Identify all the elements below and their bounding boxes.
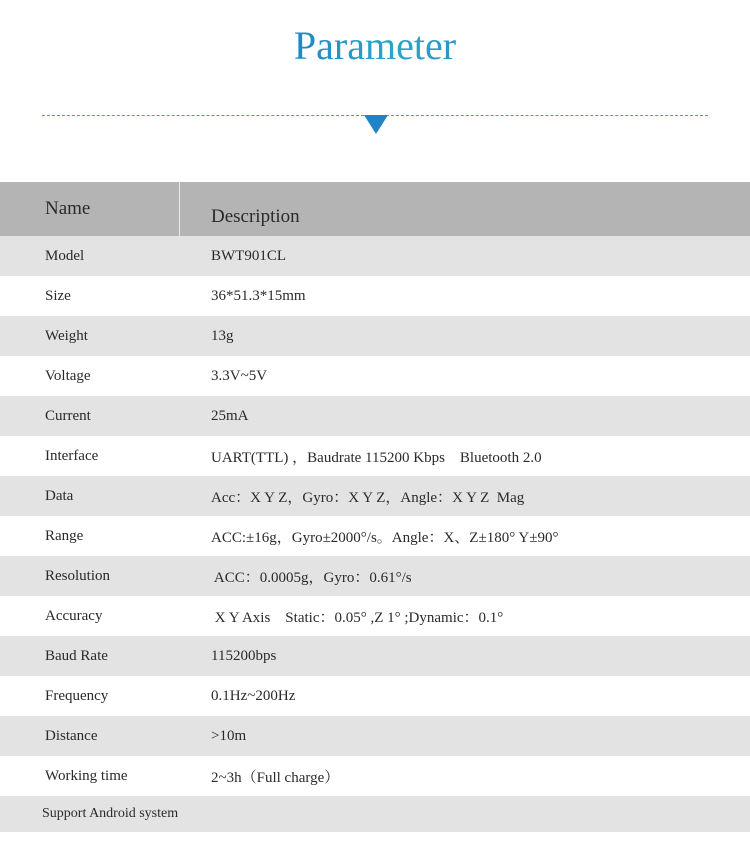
- table-row: [0, 716, 750, 756]
- param-name: Weight: [45, 327, 88, 344]
- table-row: [0, 436, 750, 476]
- parameter-table: [0, 182, 750, 832]
- table-row: [0, 756, 750, 796]
- table-row: [0, 516, 750, 556]
- param-description: 13g: [211, 327, 234, 344]
- param-description: ACC：0.0005g，Gyro：0.61°/s: [211, 569, 412, 586]
- param-description: Acc：X Y Z，Gyro：X Y Z，Angle：X Y Z Mag: [211, 489, 525, 506]
- table-row: [0, 476, 750, 516]
- param-name: Distance: [45, 727, 98, 744]
- param-description: ACC:±16g，Gyro±2000°/s。Angle：X、Z±180° Y±90°: [211, 529, 559, 546]
- param-description: 3.3V~5V: [211, 367, 268, 384]
- table-row: [0, 316, 750, 356]
- table-row: [0, 636, 750, 676]
- param-name: Interface: [45, 447, 99, 464]
- param-name: Baud Rate: [45, 647, 108, 664]
- table-row: [0, 676, 750, 716]
- param-description: UART(TTL) ，Baudrate 115200 Kbps Bluetooth 2.0: [211, 449, 542, 466]
- table-header-row: [0, 182, 750, 236]
- header-name-cell: Name: [45, 198, 91, 219]
- table-row: [0, 276, 750, 316]
- header-column-divider: [179, 182, 180, 236]
- param-name: Size: [45, 287, 71, 304]
- header-description-cell: Description: [211, 206, 300, 227]
- table-row: [0, 596, 750, 636]
- param-description: 115200bps: [211, 647, 277, 664]
- page-title-text: Parameter: [293, 23, 457, 68]
- param-name: Working time: [45, 767, 128, 784]
- param-name: Frequency: [45, 687, 109, 704]
- param-description: 0.1Hz~200Hz: [211, 687, 296, 704]
- param-description: >10m: [211, 727, 247, 744]
- param-name: Accuracy: [45, 607, 103, 624]
- param-description: 36*51.3*15mm: [211, 287, 306, 304]
- param-description: 2~3h（Full charge）: [211, 769, 340, 786]
- param-description: BWT901CL: [211, 247, 286, 264]
- param-description: X Y Axis Static：0.05° ,Z 1° ;Dynamic：0.1°: [211, 609, 504, 626]
- support-note: Support Android system: [42, 806, 179, 821]
- param-name: Voltage: [45, 367, 91, 384]
- table-footer-row: [0, 796, 750, 832]
- param-description: 25mA: [211, 407, 249, 424]
- param-name: Model: [45, 247, 85, 264]
- param-name: Current: [45, 407, 91, 424]
- table-row: [0, 356, 750, 396]
- table-row: [0, 236, 750, 276]
- param-name: Data: [45, 487, 74, 504]
- table-row: [0, 556, 750, 596]
- param-name: Resolution: [45, 567, 111, 584]
- page-title: [0, 20, 750, 72]
- table-row: [0, 396, 750, 436]
- triangle-down-icon: [364, 115, 388, 134]
- param-name: Range: [45, 527, 84, 544]
